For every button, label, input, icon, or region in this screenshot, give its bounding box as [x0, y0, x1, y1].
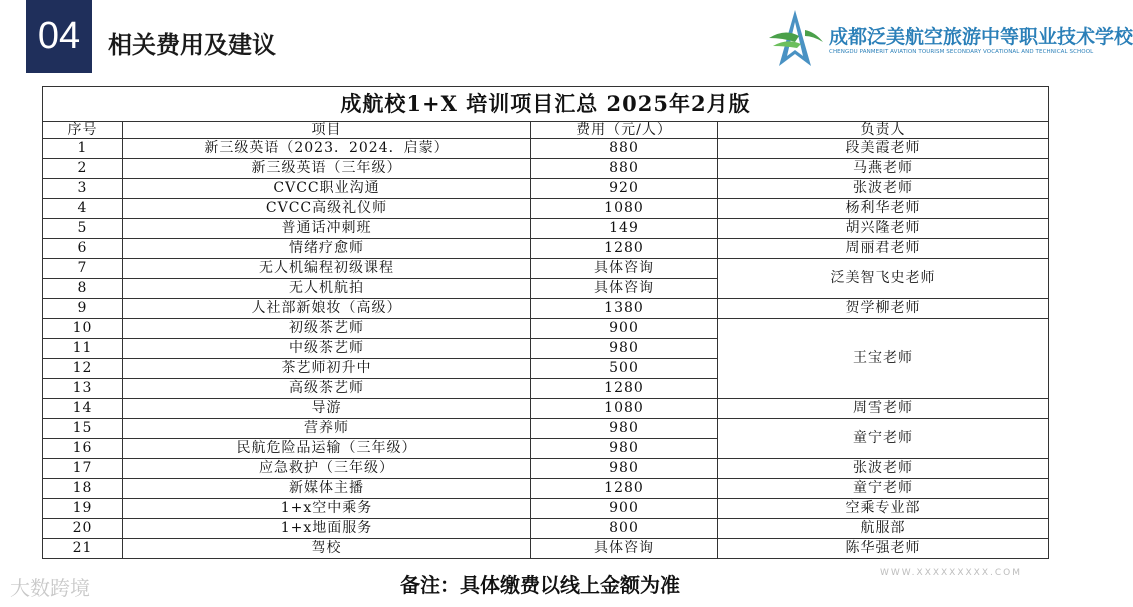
table-row: [43, 399, 1049, 419]
row-fee: 1280: [531, 479, 718, 499]
row-item: 应急救护（三年级）: [123, 459, 531, 479]
row-fee: 980: [531, 419, 718, 439]
fee-note: 备注：具体缴费以线上金额为准: [400, 573, 680, 597]
row-no: 5: [43, 219, 123, 239]
row-no: 19: [43, 499, 123, 519]
row-fee: 1080: [531, 199, 718, 219]
row-no: 12: [43, 359, 123, 379]
row-fee: 980: [531, 439, 718, 459]
row-item: 高级茶艺师: [123, 379, 531, 399]
row-no: 2: [43, 159, 123, 179]
row-item: 1+x空中乘务: [123, 499, 531, 519]
row-no: 18: [43, 479, 123, 499]
row-no: 21: [43, 539, 123, 559]
row-item: 中级茶艺师: [123, 339, 531, 359]
column-header-owner: 负责人: [718, 122, 1049, 139]
row-owner: 陈华强老师: [718, 539, 1049, 559]
row-no: 1: [43, 139, 123, 159]
row-no: 4: [43, 199, 123, 219]
row-item: 新三级英语（三年级）: [123, 159, 531, 179]
row-no: 10: [43, 319, 123, 339]
row-owner: 胡兴隆老师: [718, 219, 1049, 239]
row-item: 初级茶艺师: [123, 319, 531, 339]
table-row: [43, 479, 1049, 499]
row-fee: 500: [531, 359, 718, 379]
column-header-fee: 费用（元/人）: [531, 122, 718, 139]
row-fee: 880: [531, 159, 718, 179]
table-row: [43, 159, 1049, 179]
table-row: [43, 199, 1049, 219]
row-no: 13: [43, 379, 123, 399]
watermark-right: WWW.XXXXXXXXX.COM: [880, 568, 1023, 578]
row-owner: 周丽君老师: [718, 239, 1049, 259]
row-no: 3: [43, 179, 123, 199]
row-fee: 800: [531, 519, 718, 539]
table-row: [43, 219, 1049, 239]
column-header-no: 序号: [43, 122, 123, 139]
row-owner: 张波老师: [718, 179, 1049, 199]
row-fee: 900: [531, 319, 718, 339]
row-owner: 空乘专业部: [718, 499, 1049, 519]
row-fee: 具体咨询: [531, 279, 718, 299]
row-fee: 1280: [531, 379, 718, 399]
row-item: 普通话冲刺班: [123, 219, 531, 239]
row-item: 人社部新娘妆（高级）: [123, 299, 531, 319]
row-fee: 1080: [531, 399, 718, 419]
section-number: 04: [26, 0, 92, 73]
row-item: 新三级英语（2023．2024．启蒙）: [123, 139, 531, 159]
row-fee: 具体咨询: [531, 539, 718, 559]
row-no: 16: [43, 439, 123, 459]
school-logo: [765, 8, 1133, 74]
training-table: [42, 86, 1049, 559]
row-item: 茶艺师初升中: [123, 359, 531, 379]
row-owner: 童宁老师: [718, 419, 1049, 459]
logo-emblem-icon: [765, 8, 825, 74]
row-no: 9: [43, 299, 123, 319]
table-row: [43, 179, 1049, 199]
row-fee: 880: [531, 139, 718, 159]
table-row: [43, 499, 1049, 519]
table-row: [43, 519, 1049, 539]
row-owner: 航服部: [718, 519, 1049, 539]
row-owner: 童宁老师: [718, 479, 1049, 499]
row-fee: 1380: [531, 299, 718, 319]
table-row: [43, 239, 1049, 259]
row-no: 11: [43, 339, 123, 359]
table-caption: 成航校1+X 培训项目汇总 2025年2月版: [43, 87, 1049, 122]
row-owner: 杨利华老师: [718, 199, 1049, 219]
row-no: 7: [43, 259, 123, 279]
row-fee: 980: [531, 459, 718, 479]
row-item: 导游: [123, 399, 531, 419]
row-no: 17: [43, 459, 123, 479]
row-item: CVCC高级礼仪师: [123, 199, 531, 219]
row-item: 无人机编程初级课程: [123, 259, 531, 279]
row-no: 6: [43, 239, 123, 259]
table-row: [43, 259, 1049, 279]
row-fee: 920: [531, 179, 718, 199]
watermark-left: 大数跨境: [10, 576, 90, 600]
row-item: 新媒体主播: [123, 479, 531, 499]
school-name: 成都泛美航空旅游中等职业技术学校: [829, 26, 1133, 48]
row-owner: 周雪老师: [718, 399, 1049, 419]
row-fee: 具体咨询: [531, 259, 718, 279]
row-owner: 泛美智飞史老师: [718, 259, 1049, 299]
table-row: [43, 299, 1049, 319]
row-owner: 段美霞老师: [718, 139, 1049, 159]
table-row: [43, 459, 1049, 479]
row-no: 15: [43, 419, 123, 439]
row-item: 民航危险品运输（三年级）: [123, 439, 531, 459]
row-item: 驾校: [123, 539, 531, 559]
table-row: [43, 539, 1049, 559]
row-owner: 马燕老师: [718, 159, 1049, 179]
row-item: 营养师: [123, 419, 531, 439]
table-row: [43, 319, 1049, 339]
row-no: 8: [43, 279, 123, 299]
row-item: 无人机航拍: [123, 279, 531, 299]
row-item: 情绪疗愈师: [123, 239, 531, 259]
row-fee: 1280: [531, 239, 718, 259]
row-fee: 149: [531, 219, 718, 239]
row-owner: 王宝老师: [718, 319, 1049, 399]
page-title: 相关费用及建议: [108, 31, 276, 59]
row-owner: 张波老师: [718, 459, 1049, 479]
row-item: 1+x地面服务: [123, 519, 531, 539]
training-summary-sheet: [42, 86, 1048, 559]
column-header-item: 项目: [123, 122, 531, 139]
table-row: [43, 139, 1049, 159]
row-fee: 900: [531, 499, 718, 519]
row-no: 14: [43, 399, 123, 419]
table-row: [43, 419, 1049, 439]
row-no: 20: [43, 519, 123, 539]
table-header-row: [43, 122, 1049, 139]
school-name-en: CHENGDU PANMERIT AVIATION TOURISM SECONDARY VOCATIONAL AND TECHNICAL SCHOOL: [829, 49, 1094, 55]
row-fee: 980: [531, 339, 718, 359]
row-item: CVCC职业沟通: [123, 179, 531, 199]
row-owner: 贺学柳老师: [718, 299, 1049, 319]
